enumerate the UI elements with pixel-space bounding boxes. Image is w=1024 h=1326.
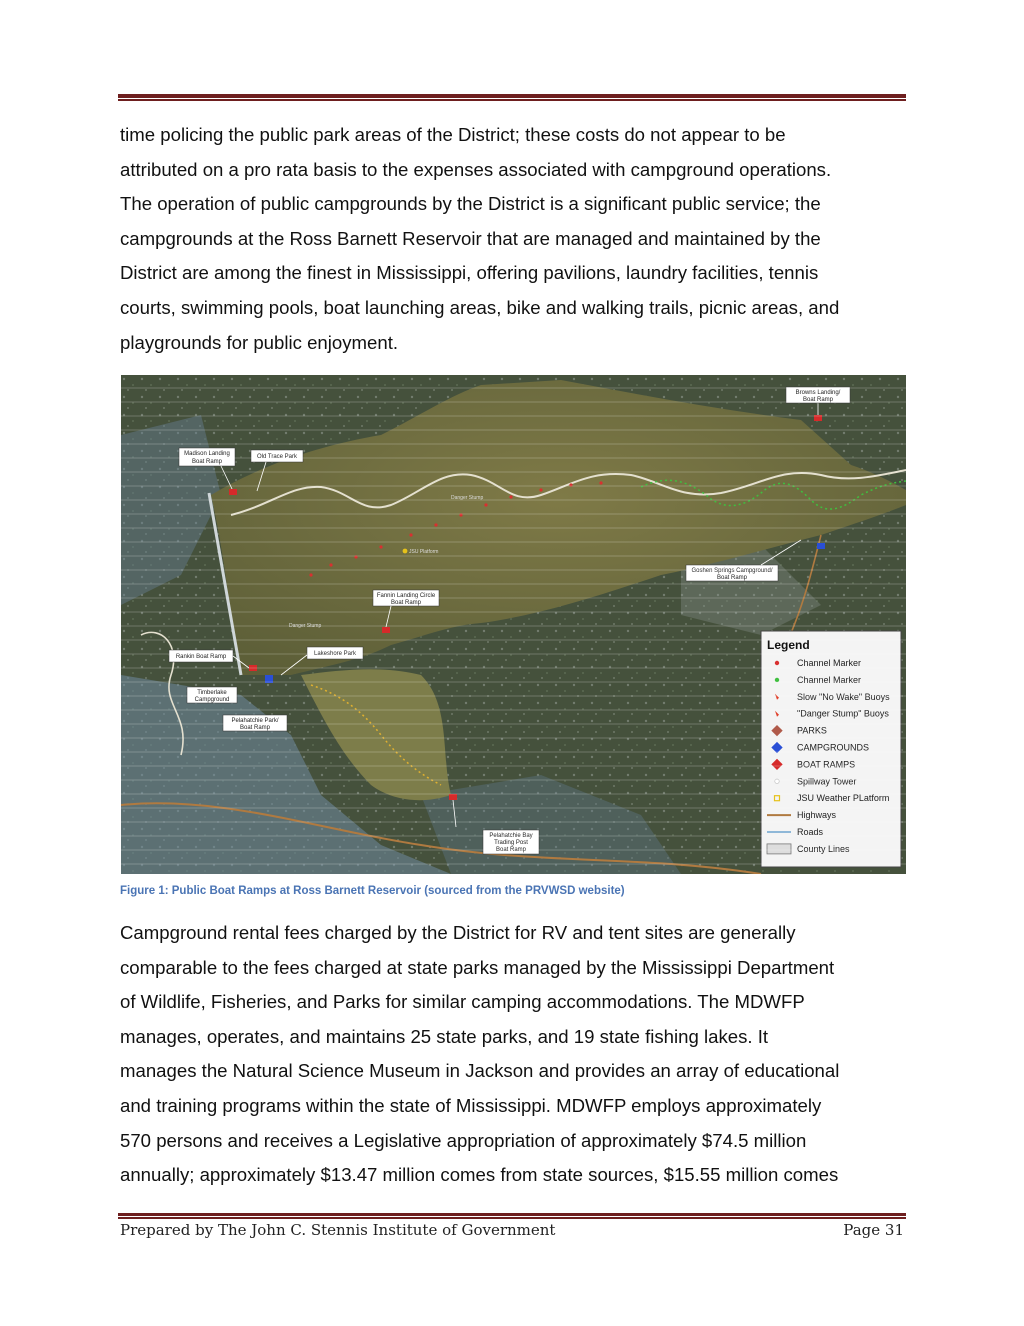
text-line: campgrounds at the Ross Barnett Reservoir that are managed and maintained by the	[120, 227, 821, 249]
text-line: The operation of public campgrounds by the District is a significant public service; the	[120, 193, 821, 215]
footer-rule	[118, 1213, 906, 1219]
reservoir-map-figure	[121, 375, 906, 874]
text-line: Campground rental fees charged by the District for RV and tent sites are generally	[120, 922, 796, 943]
reservoir-map	[121, 375, 906, 874]
text-line: manages the Natural Science Museum in Jackson and provides an array of educational	[120, 1060, 840, 1082]
paragraph-rental-fees	[120, 916, 906, 1193]
header-rule	[118, 94, 906, 102]
text-line: District are among the finest in Mississippi, offering pavilions, laundry facilities, tennis	[120, 262, 819, 284]
text-line: 570 persons and receives a Legislative appropriation of approximately $74.5 million	[120, 1129, 807, 1151]
text-line: attributed on a pro rata basis to the expenses associated with campground operations.	[120, 158, 832, 180]
text-line: annually; approximately $13.47 million comes from state sources, $15.55 million comes	[120, 1164, 839, 1186]
text-line: and training programs within the state of Mississippi. MDWFP employs approximately	[120, 1094, 822, 1116]
text-line: time policing the public park areas of the District; these costs do not appear to be	[120, 124, 786, 145]
text-line: comparable to the fees charged at state parks managed by the Mississippi Department	[120, 956, 835, 978]
figure-caption: Figure 1: Public Boat Ramps at Ross Barnett Reservoir (sourced from the PRVWSD website)	[120, 885, 625, 897]
footer-attribution: Prepared by The John C. Stennis Institute of Government	[120, 1221, 556, 1239]
text-line: playgrounds for public enjoyment.	[120, 331, 399, 353]
scan-overlay	[121, 375, 906, 874]
text-line: manages, operates, and maintains 25 state parks, and 19 state fishing lakes. It	[120, 1025, 769, 1047]
page-number: Page 31	[843, 1221, 904, 1239]
text-line: of Wildlife, Fisheries, and Parks for similar camping accommodations. The MDWFP	[120, 991, 805, 1013]
text-line: courts, swimming pools, boat launching areas, bike and walking trails, picnic areas, and	[120, 296, 840, 318]
paragraph-campgrounds	[120, 118, 906, 360]
